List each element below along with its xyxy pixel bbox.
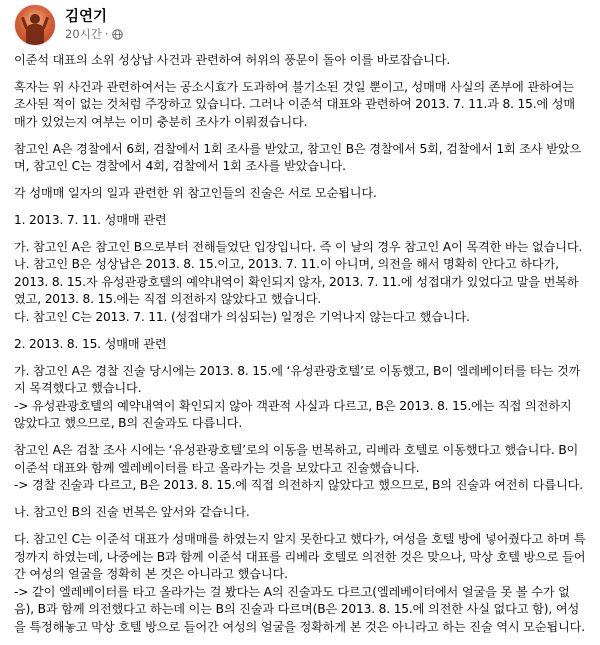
paragraph: 다. 참고인 C는 이준석 대표가 성매매를 하였는지 알지 못한다고 했다가, 여성을 호텔 방에 넣어줬다고 하며 특정까지 하였는데, 나중에는 B과 함께 이준석 대표를 리베라 호텔로 의전한 것은 맞으나, 막상 호텔 방으로 들어간 여성의 얼굴을 정확히 본 것은 아니라고 했습니다. -> 같이 엘레베이터를 타고 올라가는 걸 봤다는 A의 진술과도 다르고(엘레베이터에서 얼굴을 못 볼 수가 없음), B과 함께 의전했다고 하는데 이는 B의 진술과 다르며(B은 2013. 8. 15.에 의전한 사실 없다고 함), 여성을 특정해놓고 막상 호텔 방으로 들어간 여성의 얼굴을 정확하게 본 것은 아니라고 하는 진술 역시 모순됩니다. [14,531,586,634]
separator: · [104,27,109,41]
paragraph: 이준석 대표의 소위 성상납 사건과 관련하여 허위의 풍문이 돌아 이를 바로잡습니다. [14,53,451,67]
globe-icon [112,29,123,40]
author-name[interactable]: 김연기 [65,9,108,25]
post-time[interactable]: 20시간 [65,27,102,41]
timestamp-row [65,27,123,42]
paragraph: 가. 참고인 A은 경찰 진술 당시에는 2013. 8. 15.에 ‘유성관광호텔’로 이동했고, B이 엘레베이터를 타는 것까지 목격했다고 했습니다. -> 유성관광호텔의 예약내역이 확인되지 않아 객관적 사실과 다르고, B은 2013. 8. 15.에는 직접 의전하지 않았다고 했으므로, B의 진술과도 다릅니다. [14,363,581,431]
paragraph: 참고인 A은 경찰에서 6회, 검찰에서 1회 조사를 받았고, 참고인 B은 경찰에서 5회, 검찰에서 1회 조사 받았으며, 참고인 C는 경찰에서 4회, 검찰에서 1회 조사를 받았습니다. [14,141,582,174]
avatar[interactable] [14,4,56,46]
paragraph: 참고인 A은 검찰 조사 시에는 ‘유성관광호텔’로의 이동을 번복하고, 리베라 호텔로 이동했다고 했습니다. B이 이준석 대표와 함께 엘레베이터를 타고 올라가는 것을 보았다고 진술했습니다. -> 경찰 진술과 다르고, B은 2013. 8. 15.에 직접 의전하지 않았다고 했으므로, B의 진술과 여전히 다릅니다. [14,443,583,493]
paragraph: 나. 참고인 B의 진술 번복은 앞서와 같습니다. [14,505,250,520]
post-header [14,0,586,48]
post-meta [65,8,123,42]
post-body [14,52,586,637]
section-heading: 2. 2013. 8. 15. 성매매 관련 [14,336,167,351]
paragraph: 각 성매매 일자의 일과 관련한 위 참고인들의 진술은 서로 모순됩니다. [14,186,377,201]
section-heading: 1. 2013. 7. 11. 성매매 관련 [14,212,167,227]
paragraph: 가. 참고인 A은 참고인 B으로부터 전해들었단 입장입니다. 즉 이 날의 경우 참고인 A이 목격한 바는 없습니다. 나. 참고인 B은 성상납은 2013. 8. 15.이고, 2013. 7. 11.이 아니며, 의전을 해서 명확히 안다고 하다가, 2013. 8. 15.자 유성관광호텔의 예약내역이 확인되지 않자, 2013. 7. 11.에 성접대가 있었다고 말을 번복하였고, 2013. 8. 15.에는 직접 의전하지 않았다고 했습니다. 다. 참고인 C는 2013. 7. 11. (성접대가 의심되는) 일정은 기억나지 않는다고 했습니다. [14,239,583,325]
paragraph: 혹자는 위 사건과 관련하여서는 공소시효가 도과하여 불기소된 것일 뿐이고, 성매매 사실의 존부에 관하여는 조사된 적이 없는 것처럼 주장하고 있습니다. 그러나 이준석 대표와 관련하여 2013. 7. 11.과 8. 15.에 성매매가 있었는지 여부는 이미 충분히 조사가 이뤄졌습니다. [14,79,576,129]
